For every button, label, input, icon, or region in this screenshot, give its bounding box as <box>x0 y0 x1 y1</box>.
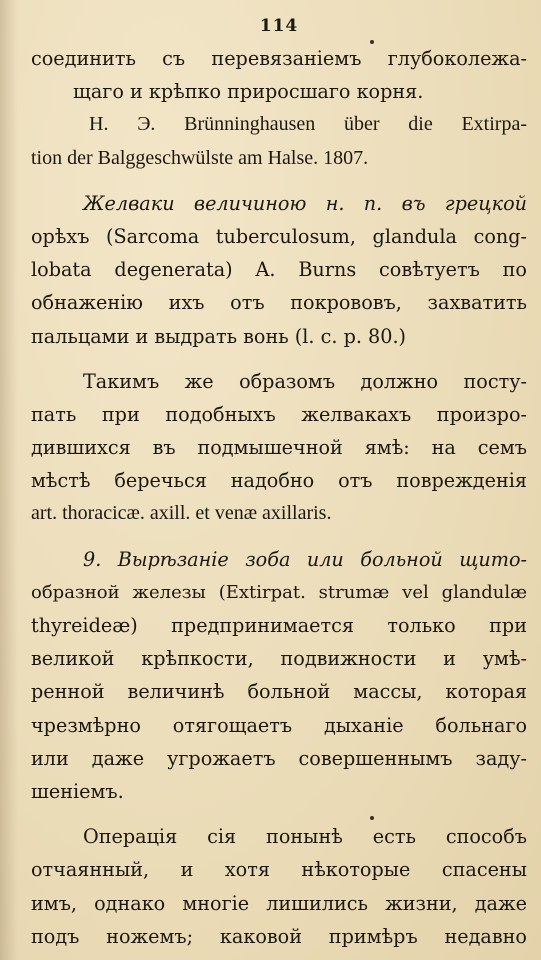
text-line: мѣстѣ беречься надобно отъ поврежденiя <box>31 469 527 493</box>
paragraph-5 <box>31 543 527 809</box>
text-line: Желваки величиною н. п. въ грецкой <box>83 191 527 215</box>
paragraph-3 <box>31 187 527 353</box>
paragraph-6 <box>31 820 527 953</box>
ink-speck <box>370 40 374 44</box>
text-line: шенiемъ. <box>31 779 124 803</box>
text-line: пальцами и выдрать вонь (l. c. p. 80.) <box>31 324 407 348</box>
text-line: великой крѣпкости, подвижности и умѣ- <box>31 647 527 671</box>
text-line: или даже угрожаетъ совершеннымъ заду- <box>31 746 527 770</box>
text-line: ренной величинѣ больной массы, которая <box>31 680 527 704</box>
text-line: отчаянный, и хотя нѣкоторые спасены <box>31 858 527 882</box>
text-line: Такимъ же образомъ должно посту- <box>83 369 527 393</box>
text-line: образной железы (Extirpat. strumæ vel glandulæ <box>31 581 527 603</box>
paragraph-4 <box>31 365 527 531</box>
text-line: имъ, однако многiе лишились жизни, даже <box>31 891 527 915</box>
text-line: чрезмѣрно отягощаетъ дыханiе больнаго <box>31 713 527 737</box>
text-line: lobata degenerata) A. Burns совѣтуетъ по <box>31 258 527 282</box>
text-line: thyreideæ) предпринимается только при <box>31 614 527 637</box>
paragraph-1 <box>31 42 527 108</box>
text-line: tion der Balggeschwülste am Halse. 1807. <box>31 146 369 169</box>
text-line: 9. Вырѣзанiе зоба или больной щито- <box>83 547 527 571</box>
ink-speck <box>370 816 374 820</box>
text-line: щаго и крѣпко приросшаго корня. <box>73 80 424 104</box>
text-line: дившихся въ подмышечной ямѣ: на семъ <box>31 436 527 460</box>
paragraph-gap <box>31 808 527 820</box>
text-line: H. Э. Brünninghausen über die Extirpa- <box>89 113 527 136</box>
text-line: пать при подобныхъ желвакахъ произро- <box>31 402 527 426</box>
text-line: соединить съ перевязанiемъ глубоколежа- <box>31 47 527 70</box>
paragraph-2-citation <box>31 108 527 174</box>
text-line: обнаженiю ихъ отъ покрововъ, захватить <box>31 291 527 315</box>
text-line: подъ ножемъ; каковой примѣръ недавно <box>31 924 527 948</box>
page-number: 114 <box>259 16 299 36</box>
text-line: орѣхъ (Sarcoma tuberculosum, glandula cong- <box>31 224 527 248</box>
paragraph-gap <box>31 175 527 187</box>
paragraph-gap <box>31 353 527 365</box>
text-line: art. thoracicæ. axill. et venæ axillaris. <box>31 502 332 525</box>
text-line: Операцiя сiя понынѣ есть способъ <box>83 825 527 849</box>
paragraph-gap <box>31 531 527 543</box>
